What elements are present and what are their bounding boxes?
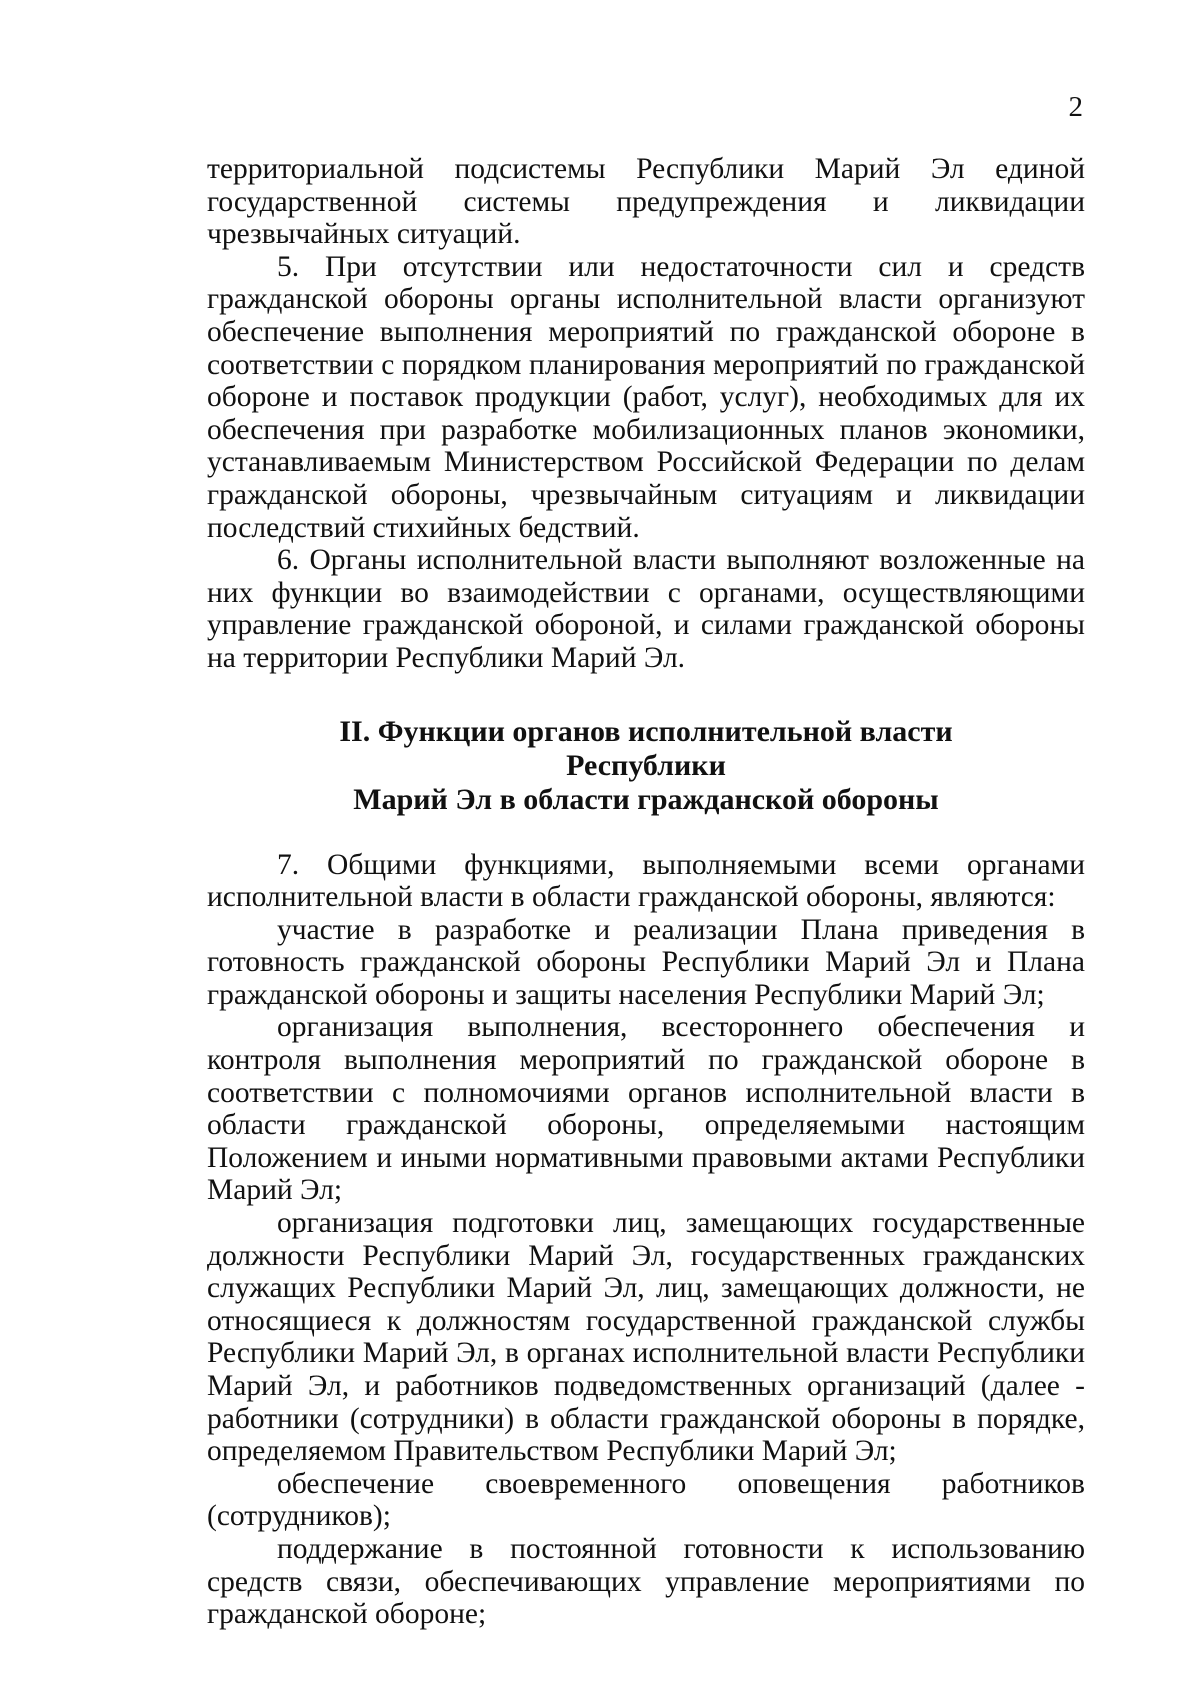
page-number: 2: [1068, 91, 1083, 123]
section-heading-line-2: Марий Эл в области гражданской обороны: [353, 782, 939, 816]
list-item-notification: обеспечение своевременного оповещения работников (сотрудников);: [207, 1467, 1085, 1533]
paragraph-7: 7. Общими функциями, выполняемыми всеми органами исполнительной власти в области гражданской обороны, являются:: [207, 848, 1085, 914]
paragraph-continuation: территориальной подсистемы Республики Марий Эл единой государственной системы предупреждения и ликвидации чрезвычайных ситуаций.: [207, 153, 1085, 251]
section-heading-line-1: II. Функции органов исполнительной власти Республики: [339, 714, 953, 782]
paragraph-5: 5. При отсутствии или недостаточности сил и средств гражданской обороны органы исполнительной власти организуют обеспечение выполнения мероприятий по гражданской обороне в соответствии с порядком планирования мероприятий по гражданской обороне и поставок продукции (работ, услуг), необходимых для их обеспечения при разработке мобилизационных планов экономики, устанавливаемым Министерством Российской Федерации по делам гражданской обороны, чрезвычайным ситуациям и ликвидации последствий стихийных бедствий.: [207, 250, 1085, 544]
document-body: [207, 153, 1085, 1631]
paragraph-6: 6. Органы исполнительной власти выполняют возложенные на них функции во взаимодействии с органами, осуществляющими управление гражданской обороной, и силами гражданской обороны на территории Республики Марий Эл.: [207, 544, 1085, 674]
list-item-organization-control: организация выполнения, всестороннего обеспечения и контроля выполнения мероприятий по гражданской обороне в соответствии с полномочиями органов исполнительной власти в области гражданской обороны, определяемыми настоящим Положением и иными нормативными правовыми актами Республики Марий Эл;: [207, 1011, 1085, 1207]
list-item-plan-participation: участие в разработке и реализации Плана приведения в готовность гражданской обороны Республики Марий Эл и Плана гражданской обороны и защиты населения Республики Марий Эл;: [207, 913, 1085, 1011]
list-item-training: организация подготовки лиц, замещающих государственные должности Республики Марий Эл, государственных гражданских служащих Республики Марий Эл, лиц, замещающих должности, не относящиеся к должностям государственной гражданской службы Республики Марий Эл, в органах исполнительной власти Республики Марий Эл, и работников подведомственных организаций (далее - работники (сотрудники) в области гражданской обороны в порядке, определяемом Правительством Республики Марий Эл;: [207, 1207, 1085, 1468]
section-heading: [207, 715, 1085, 817]
list-item-communications: поддержание в постоянной готовности к использованию средств связи, обеспечивающих управление мероприятиями по гражданской обороне;: [207, 1532, 1085, 1631]
